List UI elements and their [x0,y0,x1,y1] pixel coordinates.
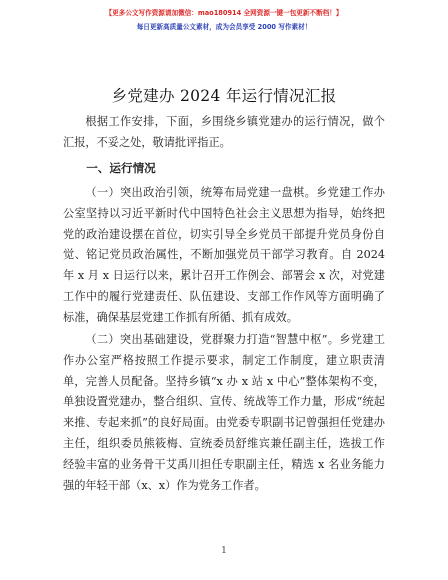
paragraph-1: （一）突出政治引领，统筹布局党建一盘棋。乡党建工作办公室坚持以习近平新时代中国特色社会主义思想为指导，始终把党的政治建设摆在首位，切实引导全乡党员干部提升党员身份自觉、铭记党员政治属性，不断加强党员干部学习教育。自 2024 年 x 月 x 日运行以来，累计召开工作例会、部署会 x 次，对党建工作中的履行党建责任、队伍建设、支部工作作风等方面明确了标准，确保基层党建工作抓有所循、抓有成效。 [63,186,385,324]
promo-banner [0,6,448,34]
paragraph-2: （二）突出基础建设，党群聚力打造“智慧中枢”。乡党建工作办公室严格按照工作提示要求，制定工作制度，建立职责清单，完善人员配备。坚持乡镇“x 办 x 站 x 中心”整体架构不变，单独设置党建办，整合组织、宣传、统战等工作力量，形成“统起来推、专起来抓”的良好局面。由党委专职副书记曾强担任党建办主任，组织委员熊筱梅、宣统委员舒维宾兼任副主任，选拔工作经验丰富的业务骨干艾禹川担任专职副主任，精选 x 名业务能力强的年轻干部（x、x）作为党务工作者。 [63,333,385,492]
section-heading: 一、运行情况 [86,161,156,175]
page-number: 1 [221,546,227,556]
document-title: 乡党建办 2024 年运行情况汇报 [111,87,337,105]
banner-line-1: 【更多公文写作资源请加微信：mao180914 全网资源一键一包更新不断档！】 [105,9,343,17]
banner-line-2: 每日更新高质量公文素材，成为会员享受 2000 写作素材！ [136,23,312,31]
intro-paragraph: 根据工作安排，下面，乡围绕乡镇党建办的运行情况，做个汇报，不妥之处，敬请批评指正。 [63,115,385,149]
